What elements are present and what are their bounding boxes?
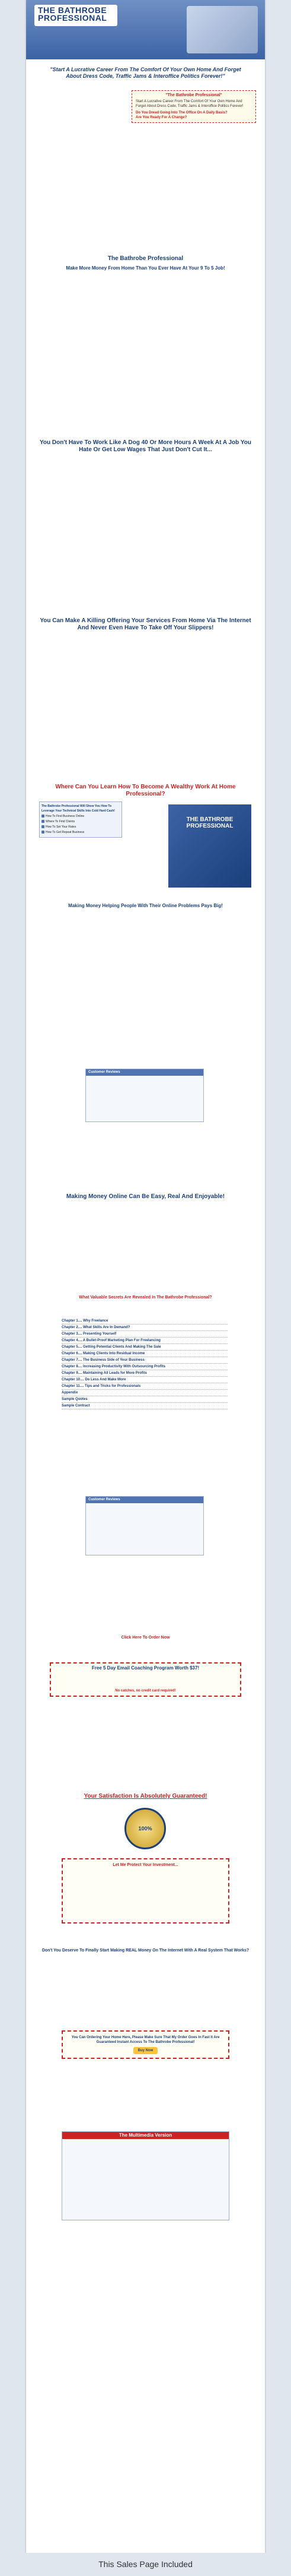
section8-title: Don't You Deserve To Finally Start Making REAL Money On The Internet With A Real System That Works? xyxy=(41,1948,250,1953)
skills-title: The Bathrobe Professional Will Show You How To Leverage Your Technical Skills Into Cold Hard Cash! xyxy=(41,804,115,813)
sales-page-sheet xyxy=(26,0,265,2553)
chapter-item: Chapter 2.... What Skills Are In Demand? xyxy=(62,1325,228,1331)
skills-item: How To Set Your Rates xyxy=(41,825,120,829)
testimonial-head: Customer Reviews xyxy=(86,1069,203,1076)
chapter-item: Sample Contract xyxy=(62,1403,228,1409)
chapter-item: Chapter 7.... The Business Side of Your Business xyxy=(62,1357,228,1364)
main-headline: "Start A Lucrative Career From The Comfort Of Your Own Home And Forget About Dress Code, Traffic Jams & Interoffice Politics Forever!" xyxy=(50,66,241,79)
bullet-icon xyxy=(41,820,44,823)
bullet-icon xyxy=(41,825,44,828)
order-link[interactable]: Click Here To Order Now xyxy=(121,1636,170,1640)
order-box xyxy=(62,2030,229,2059)
chapter-list xyxy=(62,1318,228,1409)
footer-caption: This Sales Page Included xyxy=(0,2553,291,2576)
section1-title: The Bathrobe Professional xyxy=(107,255,184,262)
skills-item: Where To Find Clients xyxy=(41,819,120,824)
testimonial-box-2 xyxy=(85,1496,204,1555)
skills-item: How To Get Repeat Business xyxy=(41,830,120,835)
bullet-icon xyxy=(41,815,44,818)
chapter-item: Chapter 4.... A Bullet-Proof Marketing Plan For Freelancing xyxy=(62,1338,228,1344)
multimedia-title: The Multimedia Version xyxy=(62,2132,229,2139)
guarantee-seal: 100% xyxy=(124,1808,166,1849)
bullet-icon xyxy=(41,831,44,834)
multimedia-box xyxy=(62,2131,229,2220)
testimonial-head: Customer Reviews xyxy=(86,1497,203,1503)
guarantee-title: Your Satisfaction Is Absolutely Guaranteed! xyxy=(84,1793,207,1799)
section7-title: What Valuable Secrets Are Revealed In The Bathrobe Professional? xyxy=(79,1295,212,1300)
coaching-title: Free 5 Day Email Coaching Program Worth $37! xyxy=(91,1665,200,1671)
logo-line1: THE BATHROBE xyxy=(38,5,107,15)
chapter-item: Chapter 3.... Presenting Yourself xyxy=(62,1331,228,1338)
protect-box xyxy=(62,1858,229,1924)
logo-line2: PROFESSIONAL xyxy=(38,13,107,23)
chapter-item: Chapter 10.... Do Less And Make More xyxy=(62,1377,228,1383)
section2-title: You Don't Have To Work Like A Dog 40 Or More Hours A Week At A Job You Hate Or Get Low Wages That Just Don't Cut It... xyxy=(39,439,252,453)
paypal-buy-button[interactable]: Buy Now xyxy=(133,2047,158,2054)
intro-q1: Do You Dread Going Into The Office On A Daily Basis? xyxy=(136,111,228,115)
section5-title: Making Money Helping People With Their Online Problems Pays Big! xyxy=(68,903,223,908)
protect-title: Let Me Protect Your Investment... xyxy=(113,1863,178,1867)
chapter-item: Chapter 8.... Increasing Productivity With Outsourcing Profits xyxy=(62,1364,228,1370)
chapter-item: Chapter 11.... Tips and Tricks for Professionals xyxy=(62,1383,228,1390)
section1-subtitle: Make More Money From Home Than You Ever Have At Your 9 To 5 Job! xyxy=(66,265,225,271)
chapter-item: Chapter 6.... Making Clients Into Residual Income xyxy=(62,1351,228,1357)
testimonial-box-1 xyxy=(85,1069,204,1122)
section4-title: Where Can You Learn How To Become A Wealthy Work At Home Professional? xyxy=(55,784,236,797)
chapter-item: Chapter 1.... Why Freelance xyxy=(62,1318,228,1325)
header-banner xyxy=(26,0,265,59)
intro-subtitle: Start A Lucrative Career From The Comfort Of Your Own Home And Forget About Dress Code, Traffic Jams & Interoffice Politics Forever! xyxy=(136,100,244,108)
intro-q2: Are You Ready For A Change? xyxy=(136,116,187,119)
skills-box xyxy=(39,801,122,838)
chapter-item: Chapter 9.... Maintaining All Leads for More Profits xyxy=(62,1370,228,1377)
skills-item: How To Find Business Online xyxy=(41,814,120,819)
section6-title: Making Money Online Can Be Easy, Real And Enjoyable! xyxy=(66,1193,225,1200)
intro-title: "The Bathrobe Professional" xyxy=(165,93,222,97)
section3-title: You Can Make A Killing Offering Your Services From Home Via The Internet And Never Even Have To Take Off Your Slippers! xyxy=(40,617,251,631)
chapter-item: Sample Quotes xyxy=(62,1396,228,1403)
chapter-item: Appendix xyxy=(62,1390,228,1396)
intro-box xyxy=(132,90,256,123)
header-photo xyxy=(187,6,258,53)
product-ebook-cover: THE BATHROBE PROFESSIONAL xyxy=(168,804,251,888)
coaching-box xyxy=(50,1662,241,1697)
product-logo xyxy=(34,5,117,26)
chapter-item: Chapter 5.... Getting Potential Clients And Making The Sale xyxy=(62,1344,228,1351)
order-title: You Can Ordering Your Home Here, Please Make Sure That My Order Goes In Fast It Are Guaranteed Instant Access To The Bathrobe Professional! xyxy=(71,2036,220,2044)
coaching-note: No catches, no credit card required! xyxy=(115,1689,176,1693)
